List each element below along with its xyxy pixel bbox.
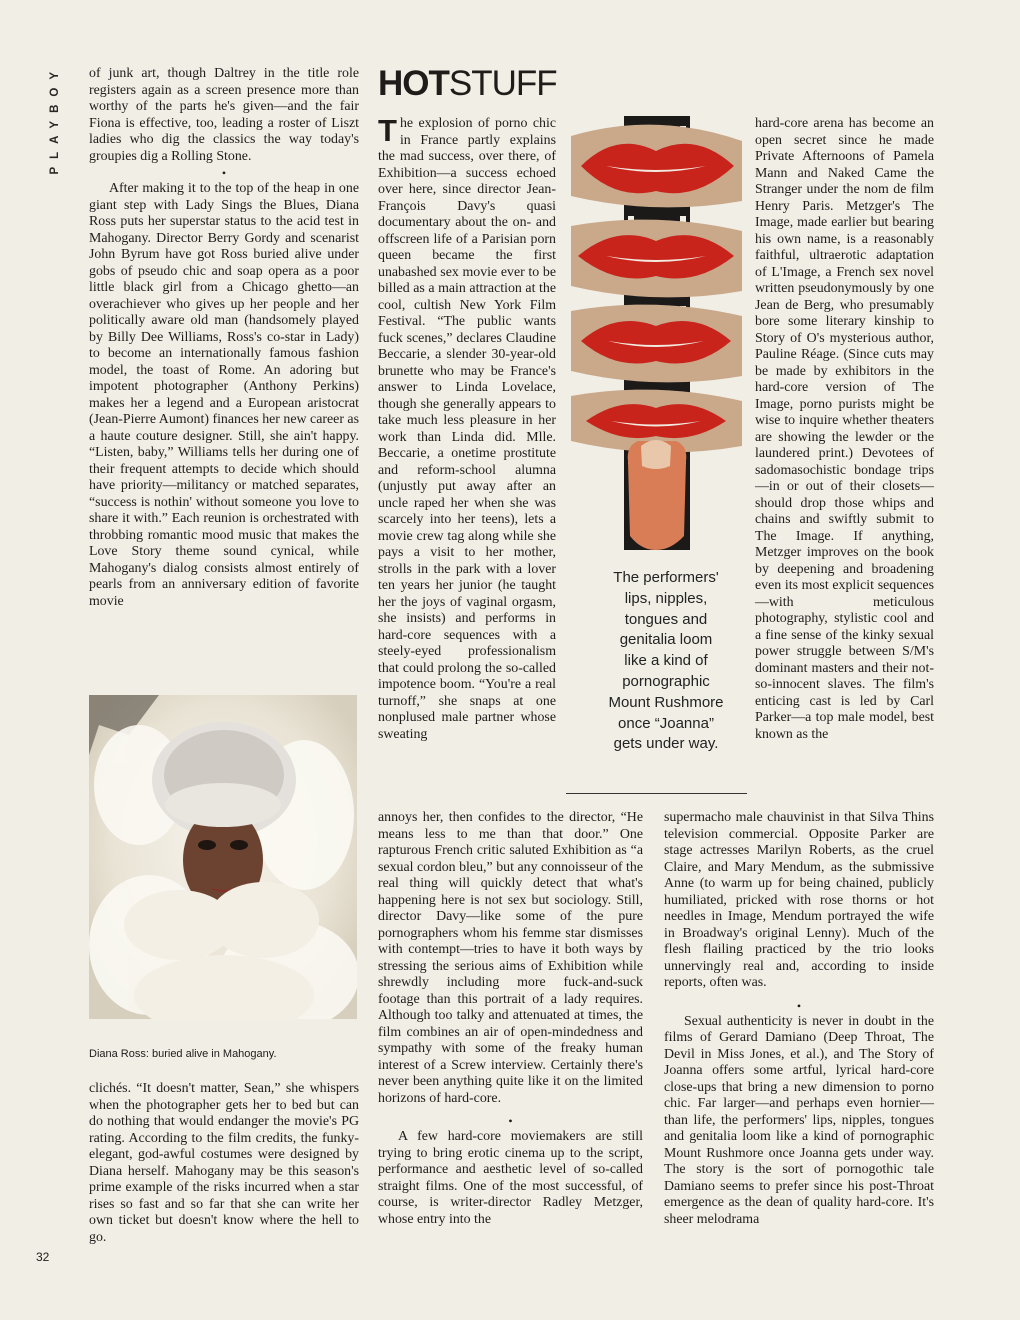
section-bullet: •: [221, 166, 227, 180]
section-bullet: •: [508, 1114, 513, 1128]
column-2-bottom: [378, 810, 643, 1228]
caption-text: Diana Ross: buried alive in Mahogany.: [89, 1048, 277, 1060]
paragraph: After making it to the top of the heap in one giant step with Lady Sings the Blues, Diana Ross puts her superstar status to the acid test in Mahogany. Director Berry Gordy and scenarist John Byrum have got Ross buried alive under gobs of pseudo chic and soap opera as a poor little black girl from a Chicago ghetto—an overachiever who gives up her people and her politically aware old man (handsomely played by Billy Dee Williams, Ross's co-star in Lady) to become an internationally famous fashion model, the toast of Rome. An adoring but impotent photographer (Anthony Perkins) makes her a legend and a European aristocrat (Jean-Pierre Aumont) finances her new career as a haute couture designer. Still, she ain't happy. “Listen, baby,” Williams tells her during one of their frequent attempts to decide which should have priority—militancy or matched separates, “success is nothin' without someone you love to share it with.” Each reunion is orchestrated with throbbing romantic mood music that makes the Love Story theme sound cynical, while Mahogany's dialog consists almost entirely of pearls from an anniversary edition of favorite movie: [89, 181, 359, 609]
pull-quote: [586, 568, 746, 755]
lips-montage-illustration: [566, 116, 747, 550]
pull-quote-line: The performers': [613, 569, 719, 586]
column-3-top: [755, 116, 934, 743]
headline-light: STUFF: [448, 64, 557, 103]
paragraph: A few hard-core moviemakers are still trying to bring erotic cinema up to the script, performance and aesthetic level of so-called straight films. One of the most successful, of course, is writer-director Radley Metzger, whose entry into the: [378, 1129, 643, 1227]
paragraph-body: he explosion of porno chic in France partly explains the mad success, over there, of Exhibition—a success echoed over here, since director Jean-François Davy's quasi documentary about the on- and offscreen life of a Parisian porn queen became the first unabashed sex movie ever to be billed as a main attraction at the cool, cultish New York Film Festival. “The public wants fuck scenes,” declares Claudine Beccarie, a slender 30-year-old brunette who may be France's answer to Linda Lovelace, though she generally appears to take much less pleasure in her work than Linda did. Mlle. Beccarie, a onetime prostitute and reform-school alumna (unjustly put away after an uncle raped her when she was scarcely into her teens), lets a movie crew tag along while she pays a visit to her mother, strolls in the park with a lover ten years her junior (he taught her the joys of vaginal orgasm, she insists) and performs in hard-core sequences with a steely-eyed professionalism that could prolong the so-called impotence boom. “You're a real turnoff,” she snaps at one nonplused male partner whose sweating: [378, 116, 556, 742]
pull-quote-line: tongues and: [624, 610, 708, 628]
paragraph: annoys her, then confides to the director, “He means less to me than that door.” One rapturous French critic saluted Exhibition as “a sexual cordon bleu,” but any connoisseur of the real thing will quickly detect that what's happening here is not sex but sociology. Still, director Davy—like some of the pure pornographers whom his femme star dismisses with contempt—tries to have it both ways by stressing the serious aims of Exhibition while shrewdly including more fuck-and-suck footage than this portrait of a lady requires. Although too talky and attenuated at times, the film combines an air of open-mindedness and sympathy with some of the freaky human interest of a Screw interview. Certainly there's never been anything quite like it on the limited horizons of hard-core.: [378, 810, 643, 1106]
section-bullet: •: [796, 998, 802, 1013]
paragraph: of junk art, though Daltrey in the title role registers again as a screen presence more than worthy of the parts he's given—and the fair Fiona is effective, too, leading a roster of Liszt ladies who dig the classics the way today's groupies dig a Rolling Stone.: [89, 66, 359, 164]
pull-quote-rule: [566, 793, 747, 794]
lips-art: [566, 116, 747, 550]
column-1-bottom: [89, 1081, 359, 1246]
column-2-top: [378, 113, 556, 743]
pull-quote-line: gets under way.: [613, 735, 719, 753]
pull-quote-line: like a kind of: [624, 652, 708, 670]
column-3-bottom: [664, 810, 934, 1228]
pull-quote-line: genitalia loom: [619, 631, 713, 649]
masthead: [40, 64, 70, 175]
page-number: 32: [36, 1250, 50, 1264]
paragraph: clichés. “It doesn't matter, Sean,” she whispers when the photographer gets her to bed but can do nothing that would endanger the movie's PG rating. According to the film credits, the funky-elegant, god-awful costumes were designed by Diana herself. Mahogany may be this season's prime example of the risks incurred when a star rises so fast and so far that she can write her own ticket but doesn't know where the hell to go.: [89, 1081, 359, 1245]
column-1-top: [89, 66, 359, 610]
pull-quote-line: Mount Rushmore: [608, 693, 724, 711]
diana-ross-photo: [89, 695, 357, 1019]
paragraph: hard-core arena has become an open secret since he made Private Afternoons of Pamela Mann and Naked Came the Stranger under the nom de film Henry Paris. Metzger's The Image, made earlier but bearing his own name, is a reasonably faithful, ultraerotic adaptation of L'Image, a French sex novel written pseudonymously by one Jean de Berg, who presumably bore some literary kinship to Story of O's mysterious author, Pauline Réage. (Since cuts may be made by exhibitors in the hard-core version of The Image, porno purists might be wise to inquire whether theaters are showing the lewder or the laundered print.) Devotees of sadomasochistic bondage trips—in or out of their closets—should drop those whips and chains and swiftly submit to The Image. If anything, Metzger improves on the book by deepening and broadening even its most explicit sequences—with meticulous photography, stylistic cool and a fine sense of the kinky sexual power struggle between S/M's dominant masters and their not-so-innocent slaves. The film's enticing cast is led by Carl Parker—a top male model, best known as the: [755, 116, 934, 742]
paragraph: [378, 113, 556, 743]
photo-caption: [89, 1048, 357, 1060]
paragraph: supermacho male chauvinist in that Silva Thins television commercial. Opposite Parker are stage actresses Marilyn Roberts, as the cruel Claire, and Mary Mendum, as the submissive Anne (to warm up for being chained, publicly humiliated, pricked with rose thorns or hot needles in Image, Mendum portrayed the wife in Broadway's original Lenny). Much of the flesh flailing practiced by the trio looks unnervingly real and, according to inside reports, often was.: [664, 810, 934, 990]
pull-quote-line: lips, nipples,: [624, 589, 708, 607]
pull-quote-line: pornographic: [622, 672, 710, 690]
headline-bold: HOT: [378, 64, 449, 103]
drop-cap: T: [378, 113, 397, 148]
photo-illustration: [89, 695, 357, 1019]
pull-quote-line: once “Joanna”: [618, 714, 714, 732]
paragraph: Sexual authenticity is never in doubt in the films of Gerard Damiano (Deep Throat, The Devil in Miss Jones, et al.), and The Story of Joanna offers some artful, lyrical hard-core close-ups that bring a new dimension to porno chic. Far larger—and perhaps even hornier—than life, the performers' lips, nipples, tongues and genitalia loom like a kind of pornographic Mount Rushmore once Joanna gets under way. The story is the sort of pornogothic tale Damiano seems to prefer since his post-Throat emergence as the dean of quality hard-core. It's sheer melodrama: [664, 1013, 934, 1227]
section-headline: [378, 64, 557, 104]
masthead-text: PLAYBOY: [48, 64, 61, 175]
